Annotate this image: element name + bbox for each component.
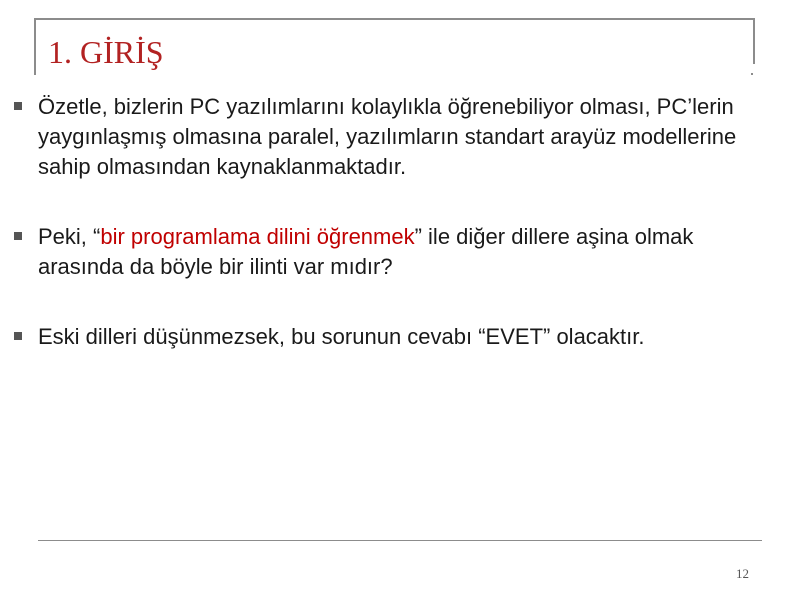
bullet-text: Özetle, bizlerin PC yazılımlarını kolaylıkla öğrenebiliyor olması, PC’lerin yaygınlaşmış olmasına paralel, yazılımların standart arayüz modellerine sahip olmasından kaynaklanmaktadır.: [38, 94, 737, 179]
square-bullet-icon: [14, 102, 22, 110]
square-bullet-icon: [14, 232, 22, 240]
footer-divider: [38, 540, 762, 541]
bullet-text: Eski dilleri düşünmezsek, bu sorunun cevabı “EVET” olacaktır.: [38, 324, 645, 349]
bullet-highlight: bir programlama dilini öğrenmek: [100, 224, 415, 249]
title-frame-top-line: [34, 18, 755, 20]
title-frame-dot: [751, 73, 753, 75]
bullet-item-3: [14, 322, 784, 352]
title-frame-right-line: [753, 18, 755, 64]
page-number: 12: [736, 566, 749, 581]
bullet-list: [14, 92, 784, 352]
bullet-item-2: [14, 222, 784, 282]
bullet-text-before: Peki, “: [38, 224, 101, 249]
bullet-text-after: ” ile diğer dillere aşina olmak arasında da böyle bir ilinti var mıdır?: [38, 224, 694, 279]
title-frame-left-line: [34, 18, 36, 75]
square-bullet-icon: [14, 332, 22, 340]
slide-title: 1. GİRİŞ: [48, 34, 164, 70]
bullet-item-1: [14, 92, 784, 182]
